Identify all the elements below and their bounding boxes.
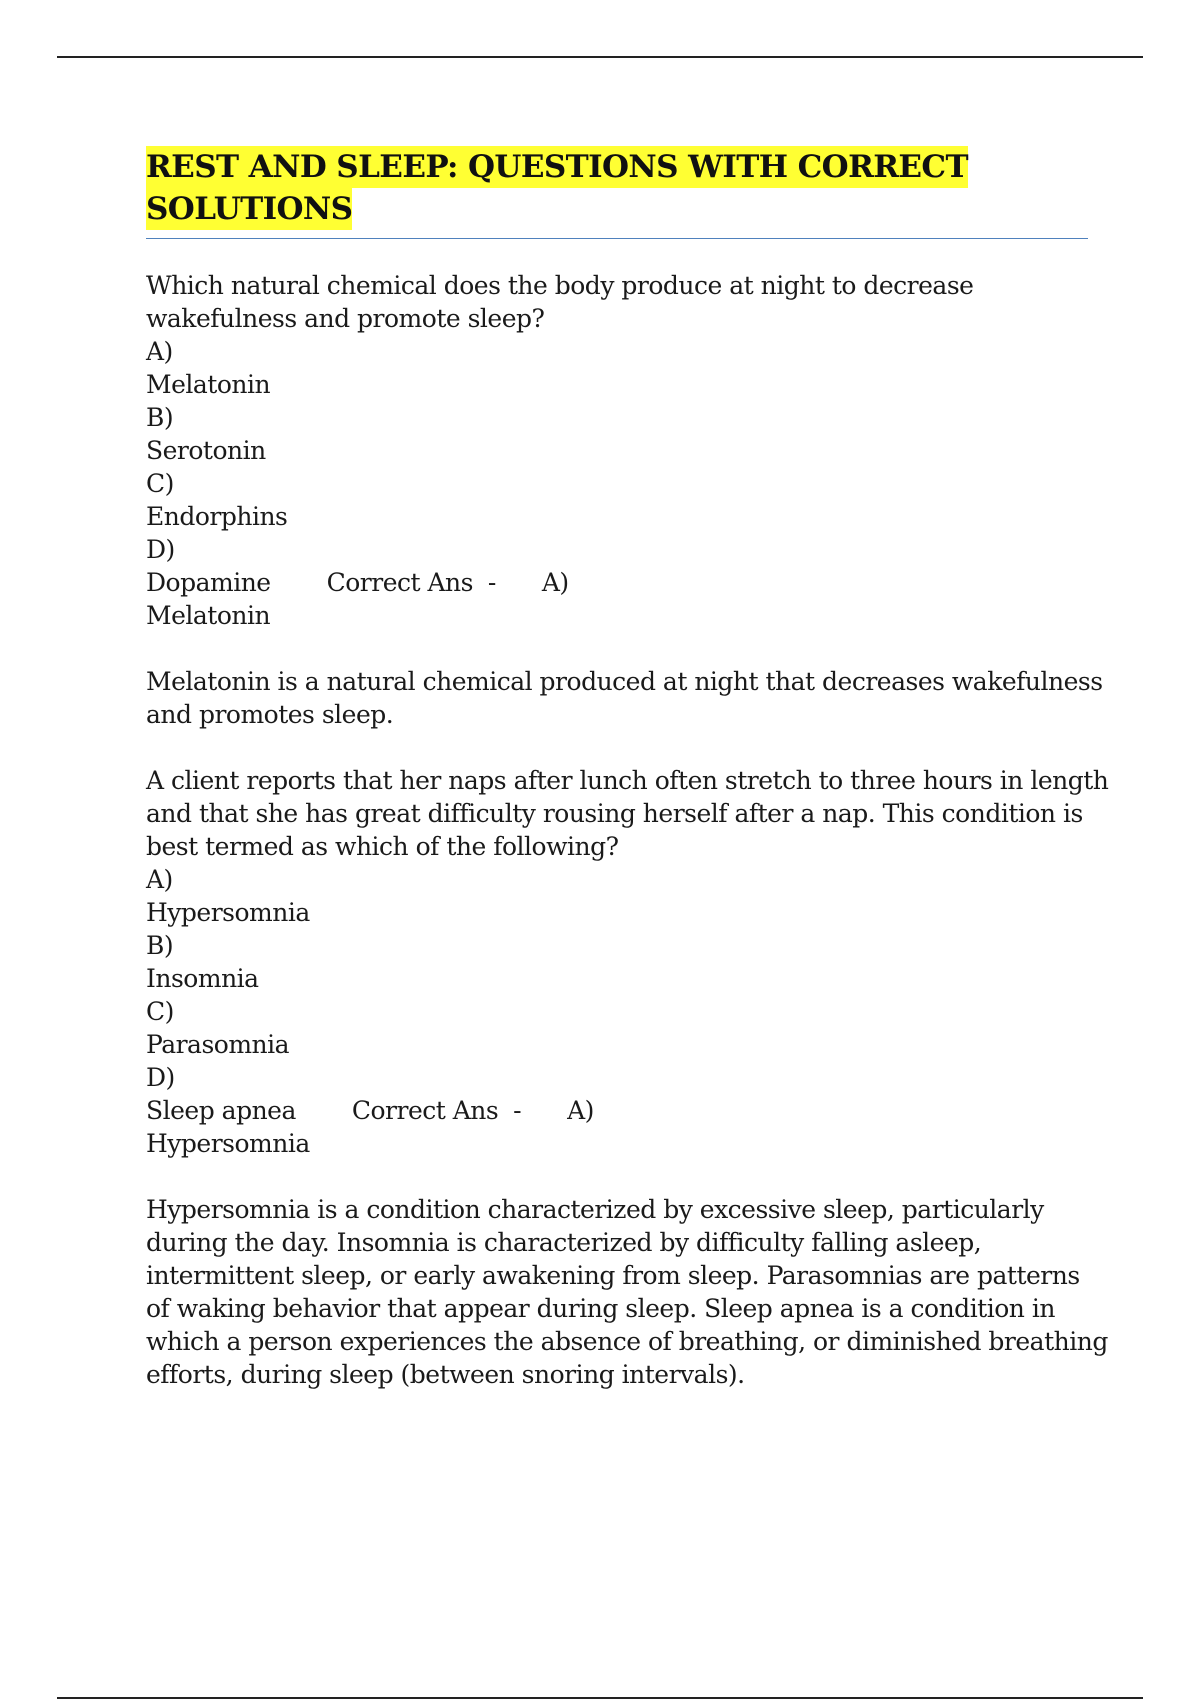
option-letter: D) [146,1063,175,1092]
rationale-line: of waking behavior that appear during sleep. Sleep apnea is a condition in [146,1294,1055,1323]
top-rule [57,56,1143,58]
option-letter: D) [146,535,175,564]
option-letter: B) [146,403,174,432]
option-text: Parasomnia [146,1030,290,1059]
option-text: Insomnia [146,964,259,993]
rationale-line: which a person experiences the absence of breathing, or diminished breathing [146,1327,1108,1356]
question-2 [146,764,1109,1391]
question-1 [146,269,1103,731]
option-text: Hypersomnia [146,898,310,927]
correct-answer-letter: A) [567,1096,594,1125]
rationale-line: intermittent sleep, or early awakening from sleep. Parasomnias are patterns [146,1261,1080,1290]
question-text-line: A client reports that her naps after lunch often stretch to three hours in length [146,766,1109,795]
answer-line [146,1094,1088,1127]
correct-answer-label: Correct Ans - [326,568,496,597]
option-letter: A) [146,337,173,366]
bottom-rule [57,1697,1143,1699]
option-text: Serotonin [146,436,266,465]
rationale-line: Melatonin is a natural chemical produced at night that decreases wakefulness [146,667,1103,696]
question-text-line: and that she has great difficulty rousing herself after a nap. This condition is [146,799,1083,828]
question-text-line: best termed as which of the following? [146,832,619,861]
rationale-line: efforts, during sleep (between snoring intervals). [146,1360,745,1389]
question-text-line: Which natural chemical does the body produce at night to decrease [146,271,974,300]
document-title [146,146,1088,230]
title-line-1: REST AND SLEEP: QUESTIONS WITH CORRECT [146,146,968,188]
option-letter: A) [146,865,173,894]
option-letter: C) [146,997,174,1026]
question-text-line: wakefulness and promote sleep? [146,304,545,333]
rationale-line: Hypersomnia is a condition characterized by excessive sleep, particularly [146,1195,1044,1224]
option-text: Sleep apnea [146,1096,296,1125]
title-line-2: SOLUTIONS [146,188,352,230]
correct-answer-letter: A) [541,568,569,597]
rationale-line: during the day. Insomnia is characterized by difficulty falling asleep, [146,1228,982,1257]
correct-answer-text: Melatonin [146,601,271,630]
document-body [146,146,1109,1391]
option-letter: C) [146,469,174,498]
option-text: Dopamine [146,568,271,597]
option-letter: B) [146,931,174,960]
correct-answer-label: Correct Ans - [351,1096,522,1125]
option-text: Melatonin [146,370,271,399]
title-block [146,146,1088,239]
option-text: Endorphins [146,502,288,531]
answer-line [146,566,1088,599]
rationale-line: and promotes sleep. [146,700,394,729]
correct-answer-text: Hypersomnia [146,1129,310,1158]
